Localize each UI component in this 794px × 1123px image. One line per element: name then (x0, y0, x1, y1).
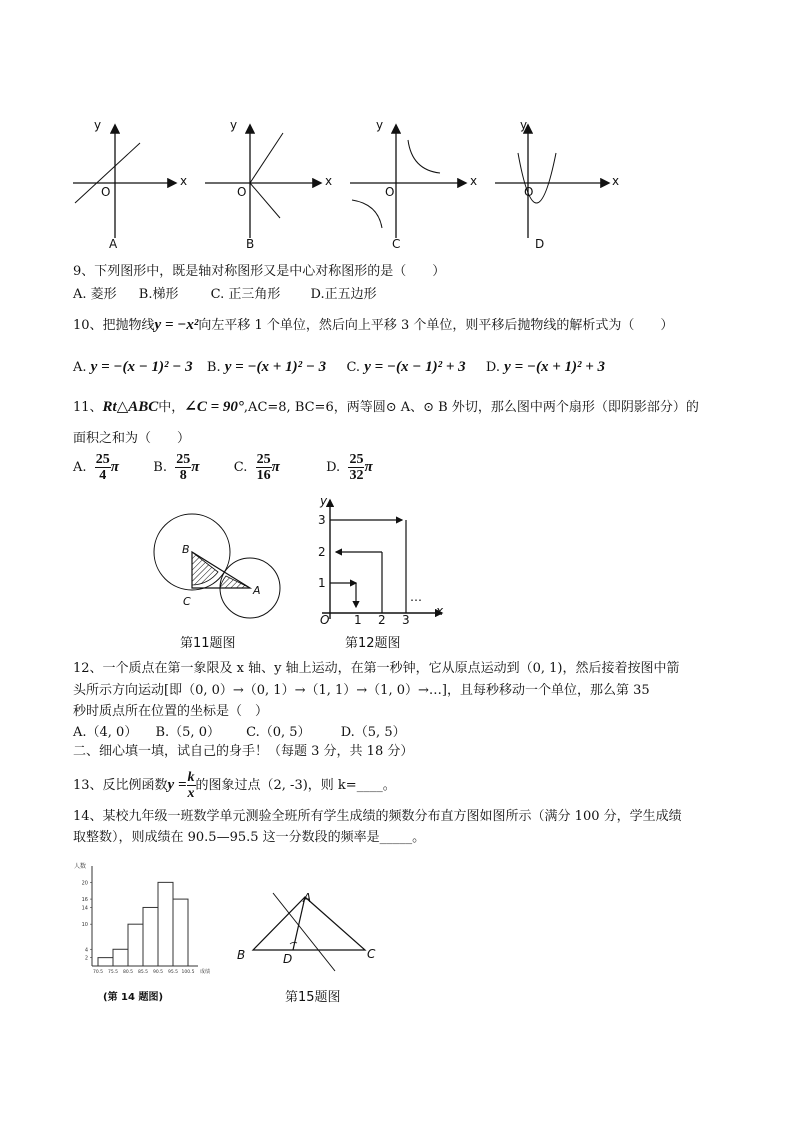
histogram-bar (143, 907, 158, 966)
q11-option-d[interactable]: D. $\frac{25}{32}$ π (326, 452, 373, 483)
q12-option-a[interactable]: A.（4, 0） (73, 725, 138, 740)
histogram-bar (98, 958, 113, 966)
q11-stem: 11、Rt△ABC中，∠C = 90°,AC=8, BC=6，两等圆⊙ A、⊙ B 外切，那么图中两个扇形（即阴影部分）的 (73, 399, 699, 415)
q12-option-b[interactable]: B.（5, 0） (155, 725, 220, 740)
q10-stem-pre: 10、把抛物线 (73, 318, 155, 333)
q10-option-b[interactable]: B. y = −(x + 1)² − 3 (206, 359, 327, 375)
q9-option-a[interactable]: A. 菱形 (73, 287, 117, 302)
section-2-title: 二、细心填一填，试自己的身手！（每题 3 分，共 18 分） (73, 744, 414, 759)
histogram-x-tick-label: 85.5 (137, 970, 149, 975)
graph-c-x-label: x (470, 174, 478, 188)
q15-label-c: C (367, 947, 376, 961)
q14-line2: 取整数），则成绩在 90.5—95.5 这一分数段的频率是_____。 (73, 830, 426, 845)
q10-option-c[interactable]: C. y = −(x − 1)² + 3 (346, 359, 466, 375)
q12-caption: 第12题图 (345, 636, 401, 651)
graph-d (495, 126, 608, 238)
histogram-y-tick-label: 4 (84, 947, 88, 954)
q11-options (73, 452, 373, 483)
q12-origin: O (320, 613, 330, 627)
graph-c (350, 126, 465, 238)
q15-caption: 第15题图 (285, 990, 341, 1005)
q11-label-a: A (253, 584, 261, 597)
q10-stem (73, 316, 673, 335)
histogram-bar (173, 899, 188, 966)
histogram-x-label: 成绩 (200, 969, 211, 975)
q9-stem: 9、下列图形中，既是轴对称图形又是中心对称图形的是（ ） (73, 264, 446, 279)
histogram-bar (128, 924, 143, 966)
q15-figure (235, 885, 390, 975)
q12-line1: 12、一个质点在第一象限及 x 轴、y 轴上运动，在第一秒钟，它从原点运动到（0, 1)，然后接着按图中箭 (73, 661, 680, 676)
q9-option-d[interactable]: D.正五边形 (310, 287, 377, 302)
graph-b (205, 126, 320, 238)
q10-stem-post: 向左平移 1 个单位，然后向上平移 3 个单位，则平移后抛物线的解析式为（ ） (198, 318, 674, 333)
q9-options (73, 286, 377, 304)
q14-caption: (第 14 题图) (103, 992, 164, 1003)
q15-label-a: A (303, 891, 312, 905)
q11-option-c[interactable]: C. $\frac{25}{16}$ π (233, 452, 280, 483)
q12-tick-y1: 1 (318, 576, 326, 590)
q9-option-c[interactable]: C. 正三角形 (210, 287, 281, 302)
histogram-x-tick-label: 70.5 (92, 970, 104, 975)
q12-dots: … (410, 590, 422, 604)
histogram-y-tick-label: 16 (81, 897, 88, 904)
q15-label-d: D (283, 952, 293, 966)
histogram-x-tick-label: 90.5 (152, 970, 164, 975)
q12-figure (312, 496, 447, 624)
graph-a-origin: O (101, 185, 111, 199)
graph-b-label: B (246, 237, 255, 251)
q12-option-c[interactable]: C.（0, 5） (246, 725, 311, 740)
histogram-y-tick-label: 20 (81, 880, 88, 887)
q9-option-b[interactable]: B.梯形 (138, 287, 179, 302)
graph-c-origin: O (385, 185, 395, 199)
histogram-x-tick-label: 95.5 (167, 970, 179, 975)
graph-a-x-label: x (180, 174, 188, 188)
q10-option-d[interactable]: D. y = −(x + 1)² + 3 (485, 359, 606, 375)
histogram-bar (113, 949, 128, 966)
q11-angle: ∠C = 90° (184, 399, 244, 415)
q10-stem-expr: y = −x² (154, 317, 199, 333)
q12-tick-y2: 2 (318, 545, 326, 559)
q12-tick-x3: 3 (402, 613, 410, 627)
q13-stem: 13、反比例函数y = $\frac{k}{x}$ 的图象过点（2, -3)，则 k=____。 (73, 770, 396, 801)
histogram-x-tick-label: 100.5 (181, 970, 195, 975)
graph-d-y-label: y (520, 118, 528, 132)
q15-label-b: B (237, 948, 246, 962)
q11-figure (150, 510, 290, 625)
q14-histogram (72, 858, 212, 978)
q12-tick-x2: 2 (378, 613, 386, 627)
graph-c-y-label: y (376, 118, 384, 132)
histogram-bar (158, 882, 173, 966)
graph-c-label: C (392, 237, 401, 251)
graph-a-y-label: y (94, 118, 102, 132)
q11-option-b[interactable]: B. $\frac{25}{8}$ π (153, 452, 200, 483)
q12-line2: 头所示方向运动[即（0, 0）→（0, 1）→（1, 1）→（1, 0）→…]，且每秒移动一个单位，那么第 35 (73, 683, 650, 698)
q12-option-d[interactable]: D.（5, 5） (340, 725, 406, 740)
histogram-y-tick-label: 14 (81, 905, 88, 912)
histogram-y-tick-label: 10 (81, 922, 88, 929)
graph-b-origin: O (237, 185, 247, 199)
graph-a (73, 126, 175, 238)
q11-caption: 第11题图 (180, 636, 236, 651)
q12-line3: 秒时质点所在位置的坐标是（ ） (73, 704, 269, 719)
graph-b-y-label: y (230, 118, 238, 132)
q12-options (73, 724, 406, 742)
q11-option-a[interactable]: A. $\frac{25}{4}$ π (73, 452, 119, 483)
q11-label-c: C (183, 595, 191, 608)
histogram-y-label: 人数 (74, 863, 87, 870)
q11-triangle: Rt△ABC (102, 399, 159, 415)
graph-d-x-label: x (612, 174, 620, 188)
graph-a-label: A (109, 237, 118, 251)
graph-b-x-label: x (325, 174, 333, 188)
q12-y-label: y (320, 494, 328, 508)
graph-d-label: D (535, 237, 545, 251)
function-graphs (70, 118, 630, 258)
q12-tick-y3: 3 (318, 513, 326, 527)
q10-options (73, 358, 605, 377)
q11-label-b: B (182, 543, 190, 556)
q11-stem-line2: 面积之和为（ ） (73, 431, 191, 446)
histogram-x-tick-label: 75.5 (107, 970, 119, 975)
q14-line1: 14、某校九年级一班数学单元测验全班所有学生成绩的频数分布直方图如图所示（满分 100 分，学生成绩 (73, 809, 682, 824)
q10-option-a[interactable]: A. y = −(x − 1)² − 3 (73, 359, 193, 375)
histogram-x-tick-label: 80.5 (122, 970, 134, 975)
q12-tick-x1: 1 (354, 613, 362, 627)
q12-x-label: x (436, 604, 444, 618)
graph-d-origin: O (524, 185, 534, 199)
histogram-y-tick-label: 2 (84, 955, 88, 962)
